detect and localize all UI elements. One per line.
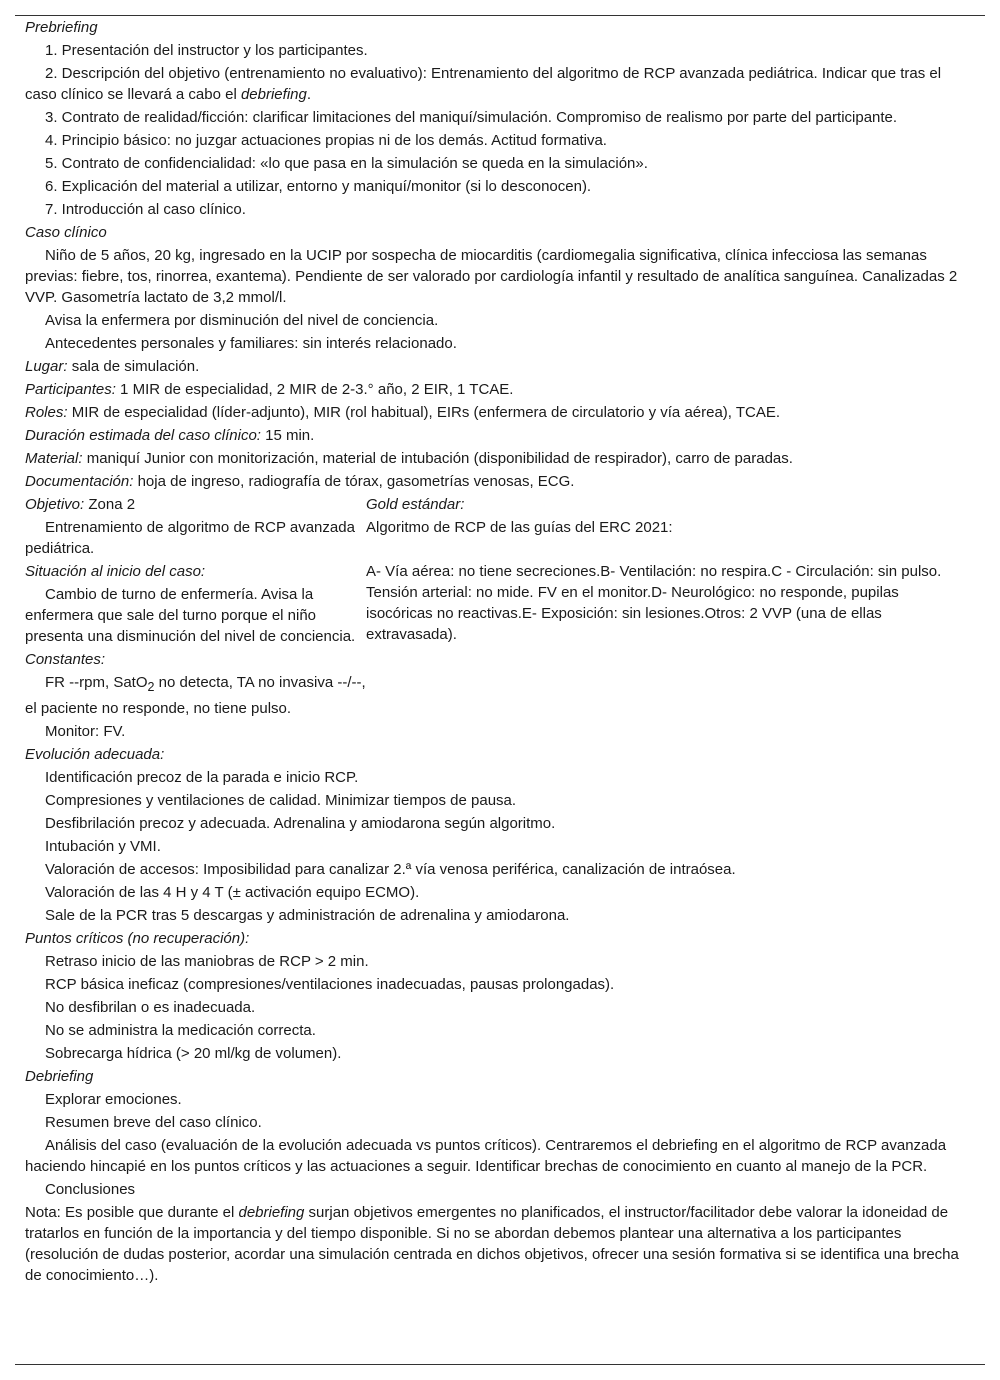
nota-paragraph: Nota: Es posible que durante el debriefing surjan objetivos emergentes no planificados, el instructor/facilitador debe valorar la idoneidad de tratarlos en función de la importancia y del tiempo disponible. Si no se abordan debemos plantear una alternativa a los participantes (resolución de dudas posterior, acordar una simulación centrada en dichos objetivos, ofrecer una sesión formativa si se identifica una brecha de conocimiento…). [25, 1204, 959, 1284]
caso-paragraph: Avisa la enfermera por disminución del nivel de conciencia. [45, 312, 439, 329]
evolucion-item: Valoración de las 4 H y 4 T (± activación equipo ECMO). [45, 884, 420, 901]
debriefing-item: Explorar emociones. [45, 1091, 182, 1108]
documentacion-line: Documentación: hoja de ingreso, radiografía de tórax, gasometrías venosas, ECG. [25, 473, 575, 490]
prebriefing-item: 4. Principio básico: no juzgar actuaciones propias ni de los demás. Actitud formativa. [45, 132, 607, 149]
table-content [25, 17, 965, 1288]
puntos-item: No se administra la medicación correcta. [45, 1022, 316, 1039]
prebriefing-item: 5. Contrato de confidencialidad: «lo que pasa en la simulación se queda en la simulación». [45, 155, 648, 172]
evolucion-item: Sale de la PCR tras 5 descargas y administración de adrenalina y amiodarona. [45, 907, 570, 924]
prebriefing-item: 2. Descripción del objetivo (entrenamiento no evaluativo): Entrenamiento del algoritmo de RCP avanzada pediátrica. Indicar que tras el caso clínico se llevará a cabo el debriefing. [25, 65, 942, 103]
constantes-heading: Constantes: [25, 651, 106, 668]
evolucion-item: Intubación y VMI. [45, 838, 161, 855]
caso-paragraph: Antecedentes personales y familiares: sin interés relacionado. [45, 335, 457, 352]
prebriefing-item: 7. Introducción al caso clínico. [45, 201, 246, 218]
spacer [366, 540, 956, 561]
gold-text: Algoritmo de RCP de las guías del ERC 2021: [366, 519, 673, 536]
bottom-rule [15, 1364, 985, 1365]
right-column [366, 494, 956, 744]
evolucion-item: Compresiones y ventilaciones de calidad. Minimizar tiempos de pausa. [45, 792, 517, 809]
prebriefing-item: 1. Presentación del instructor y los participantes. [45, 42, 368, 59]
puntos-heading: Puntos críticos (no recuperación): [25, 930, 250, 947]
evolucion-item: Valoración de accesos: Imposibilidad para canalizar 2.ª vía venosa periférica, canalización de intraósea. [45, 861, 736, 878]
caso-paragraph: Niño de 5 años, 20 kg, ingresado en la UCIP por sospecha de miocarditis (cardiomegalia significativa, clínica infecciosa las semanas previas: fiebre, tos, rinorrea, exantema). Pendiente de ser valorado por cardiología infantil y resultado de analítica sanguínea. Canalizadas 2 VVP. Gasometría lactato de 3,2 mmol/l. [25, 247, 958, 306]
debriefing-item: Análisis del caso (evaluación de la evolución adecuada vs puntos críticos). Centraremos el debriefing en el algoritmo de RCP avanzada haciendo hincapié en los puntos críticos y las actuaciones a seguir. Identificar brechas de conocimiento en cuanto al manejo de la PCR. [25, 1137, 947, 1175]
left-column [25, 494, 366, 744]
constantes-text: FR --rpm, SatO$_2$ no detecta, TA no invasiva --/--, el paciente no responde, no tiene pulso. [25, 674, 366, 717]
debriefing-heading: Debriefing [25, 1068, 94, 1085]
evolucion-heading: Evolución adecuada: [25, 746, 165, 763]
gold-heading: Gold estándar: [366, 496, 465, 513]
puntos-item: No desfibrilan o es inadecuada. [45, 999, 256, 1016]
puntos-item: Retraso inicio de las maniobras de RCP > 2 min. [45, 953, 369, 970]
participantes-line: Participantes: 1 MIR de especialidad, 2 MIR de 2-3.° año, 2 EIR, 1 TCAE. [25, 381, 514, 398]
roles-line: Roles: MIR de especialidad (líder-adjunto), MIR (rol habitual), EIRs (enfermera de circulatorio y vía aérea), TCAE. [25, 404, 781, 421]
material-line: Material: maniquí Junior con monitorización, material de intubación (disponibilidad de respirador), carro de paradas. [25, 450, 793, 467]
top-rule [15, 15, 985, 16]
prebriefing-heading: Prebriefing [25, 19, 98, 36]
situacion-heading: Situación al inicio del caso: [25, 563, 206, 580]
abcde-text: A- Vía aérea: no tiene secreciones.B- Ventilación: no respira.C - Circulación: sin pulso. Tensión arterial: no mide. FV en el monitor.D- Neurológico: no responde, pupilas isocóricas no reactivas.E- Exposición: sin lesiones.Otros: 2 VVP (una de ellas extravasada). [366, 563, 942, 643]
duracion-line: Duración estimada del caso clínico: 15 min. [25, 427, 315, 444]
prebriefing-item: 6. Explicación del material a utilizar, entorno y maniquí/monitor (si lo desconocen). [45, 178, 592, 195]
caso-heading: Caso clínico [25, 224, 107, 241]
puntos-item: Sobrecarga hídrica (> 20 ml/kg de volumen). [45, 1045, 342, 1062]
two-column-section [25, 494, 965, 744]
debriefing-item: Conclusiones [45, 1181, 136, 1198]
objetivo-text: Entrenamiento de algoritmo de RCP avanzada pediátrica. [25, 519, 355, 557]
evolucion-item: Desfibrilación precoz y adecuada. Adrenalina y amiodarona según algoritmo. [45, 815, 556, 832]
lugar-line: Lugar: sala de simulación. [25, 358, 200, 375]
objetivo-line: Objetivo: Zona 2 [25, 496, 136, 513]
situacion-text: Cambio de turno de enfermería. Avisa la enfermera que sale del turno porque el niño presenta una disminución del nivel de conciencia. [25, 586, 356, 645]
puntos-item: RCP básica ineficaz (compresiones/ventilaciones inadecuadas, pausas prolongadas). [45, 976, 615, 993]
prebriefing-item: 3. Contrato de realidad/ficción: clarificar limitaciones del maniquí/simulación. Compromiso de realismo por parte del participante. [45, 109, 898, 126]
evolucion-item: Identificación precoz de la parada e inicio RCP. [45, 769, 359, 786]
monitor-text: Monitor: FV. [45, 723, 126, 740]
debriefing-item: Resumen breve del caso clínico. [45, 1114, 262, 1131]
